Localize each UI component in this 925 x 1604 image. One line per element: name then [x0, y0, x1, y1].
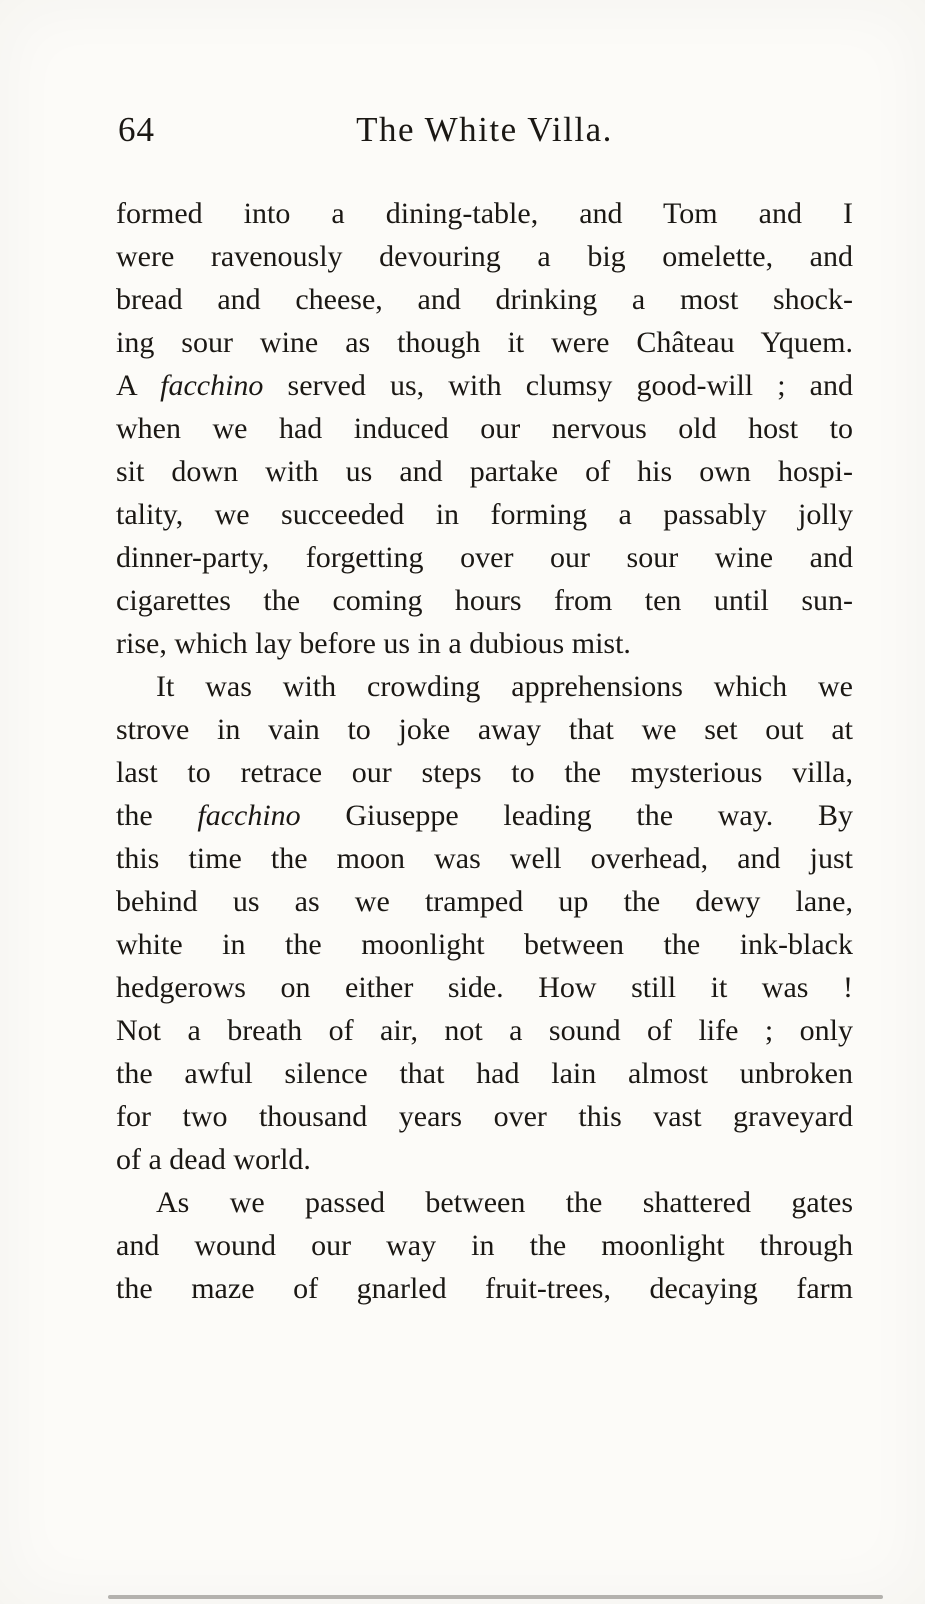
- italic-text-segment: facchino: [197, 799, 301, 832]
- text-line: [116, 794, 853, 837]
- text-line: [116, 1009, 853, 1052]
- text-line: [116, 966, 853, 1009]
- text-segment: and wound our way in the moonlight through: [116, 1229, 853, 1262]
- text-segment: hedgerows on either side. How still it was !: [116, 971, 853, 1004]
- text-segment: sit down with us and partake of his own hospi-: [116, 455, 853, 488]
- page-content: [116, 110, 853, 1310]
- italic-text-segment: facchino: [160, 369, 264, 402]
- text-segment: the maze of gnarled fruit-trees, decaying farm: [116, 1272, 853, 1305]
- text-segment: for two thousand years over this vast graveyard: [116, 1100, 853, 1133]
- text-line: [116, 1138, 853, 1181]
- text-line: [116, 708, 853, 751]
- text-line: [116, 1052, 853, 1095]
- text-segment: tality, we succeeded in forming a passably jolly: [116, 498, 853, 531]
- text-segment: white in the moonlight between the ink-black: [116, 928, 853, 961]
- page-number: 64: [118, 110, 155, 149]
- text-line: [116, 1095, 853, 1138]
- text-segment: strove in vain to joke away that we set out at: [116, 713, 853, 746]
- text-segment: dinner-party, forgetting over our sour wine and: [116, 541, 853, 574]
- paragraph: [116, 1181, 853, 1310]
- text-segment: this time the moon was well overhead, and just: [116, 842, 853, 875]
- text-segment: served us, with clumsy good-will ; and: [263, 369, 853, 402]
- text-line: [116, 235, 853, 278]
- text-line: [116, 837, 853, 880]
- text-segment: the awful silence that had lain almost unbroken: [116, 1057, 853, 1090]
- text-line: [116, 1224, 853, 1267]
- text-line: [116, 923, 853, 966]
- text-segment: bread and cheese, and drinking a most shock-: [116, 283, 853, 316]
- text-segment: behind us as we tramped up the dewy lane,: [116, 885, 853, 918]
- text-line: [116, 751, 853, 794]
- text-line: [116, 622, 853, 665]
- text-segment: A: [116, 369, 161, 402]
- text-segment: Not a breath of air, not a sound of life ; only: [116, 1014, 853, 1047]
- text-line: [116, 450, 853, 493]
- running-title: The White Villa.: [356, 110, 613, 149]
- text-line: [116, 536, 853, 579]
- text-line: [116, 880, 853, 923]
- text-segment: rise, which lay before us in a dubious mist.: [116, 627, 631, 660]
- text-segment: It was with crowding apprehensions which we: [156, 670, 853, 703]
- paragraph: [116, 665, 853, 1181]
- text-segment: ing sour wine as though it were Château Yquem.: [116, 326, 853, 359]
- text-segment: last to retrace our steps to the mysterious villa,: [116, 756, 853, 789]
- text-segment: cigarettes the coming hours from ten until sun-: [116, 584, 853, 617]
- page-header: [116, 110, 853, 162]
- paragraph: [116, 192, 853, 665]
- text-block: [116, 192, 853, 1310]
- scan-edge-artifact: [108, 1595, 883, 1599]
- text-segment: were ravenously devouring a big omelette, and: [116, 240, 853, 273]
- text-line: [116, 192, 853, 235]
- text-line: [116, 1181, 853, 1224]
- text-segment: formed into a dining-table, and Tom and I: [116, 197, 853, 230]
- text-line: [116, 364, 853, 407]
- text-segment: the: [116, 799, 198, 832]
- text-line: [116, 407, 853, 450]
- text-segment: of a dead world.: [116, 1143, 311, 1176]
- text-segment: As we passed between the shattered gates: [156, 1186, 853, 1219]
- text-line: [116, 579, 853, 622]
- text-segment: Giuseppe leading the way. By: [300, 799, 853, 832]
- text-line: [116, 665, 853, 708]
- text-line: [116, 1267, 853, 1310]
- text-line: [116, 278, 853, 321]
- text-line: [116, 493, 853, 536]
- text-line: [116, 321, 853, 364]
- text-segment: when we had induced our nervous old host to: [116, 412, 853, 445]
